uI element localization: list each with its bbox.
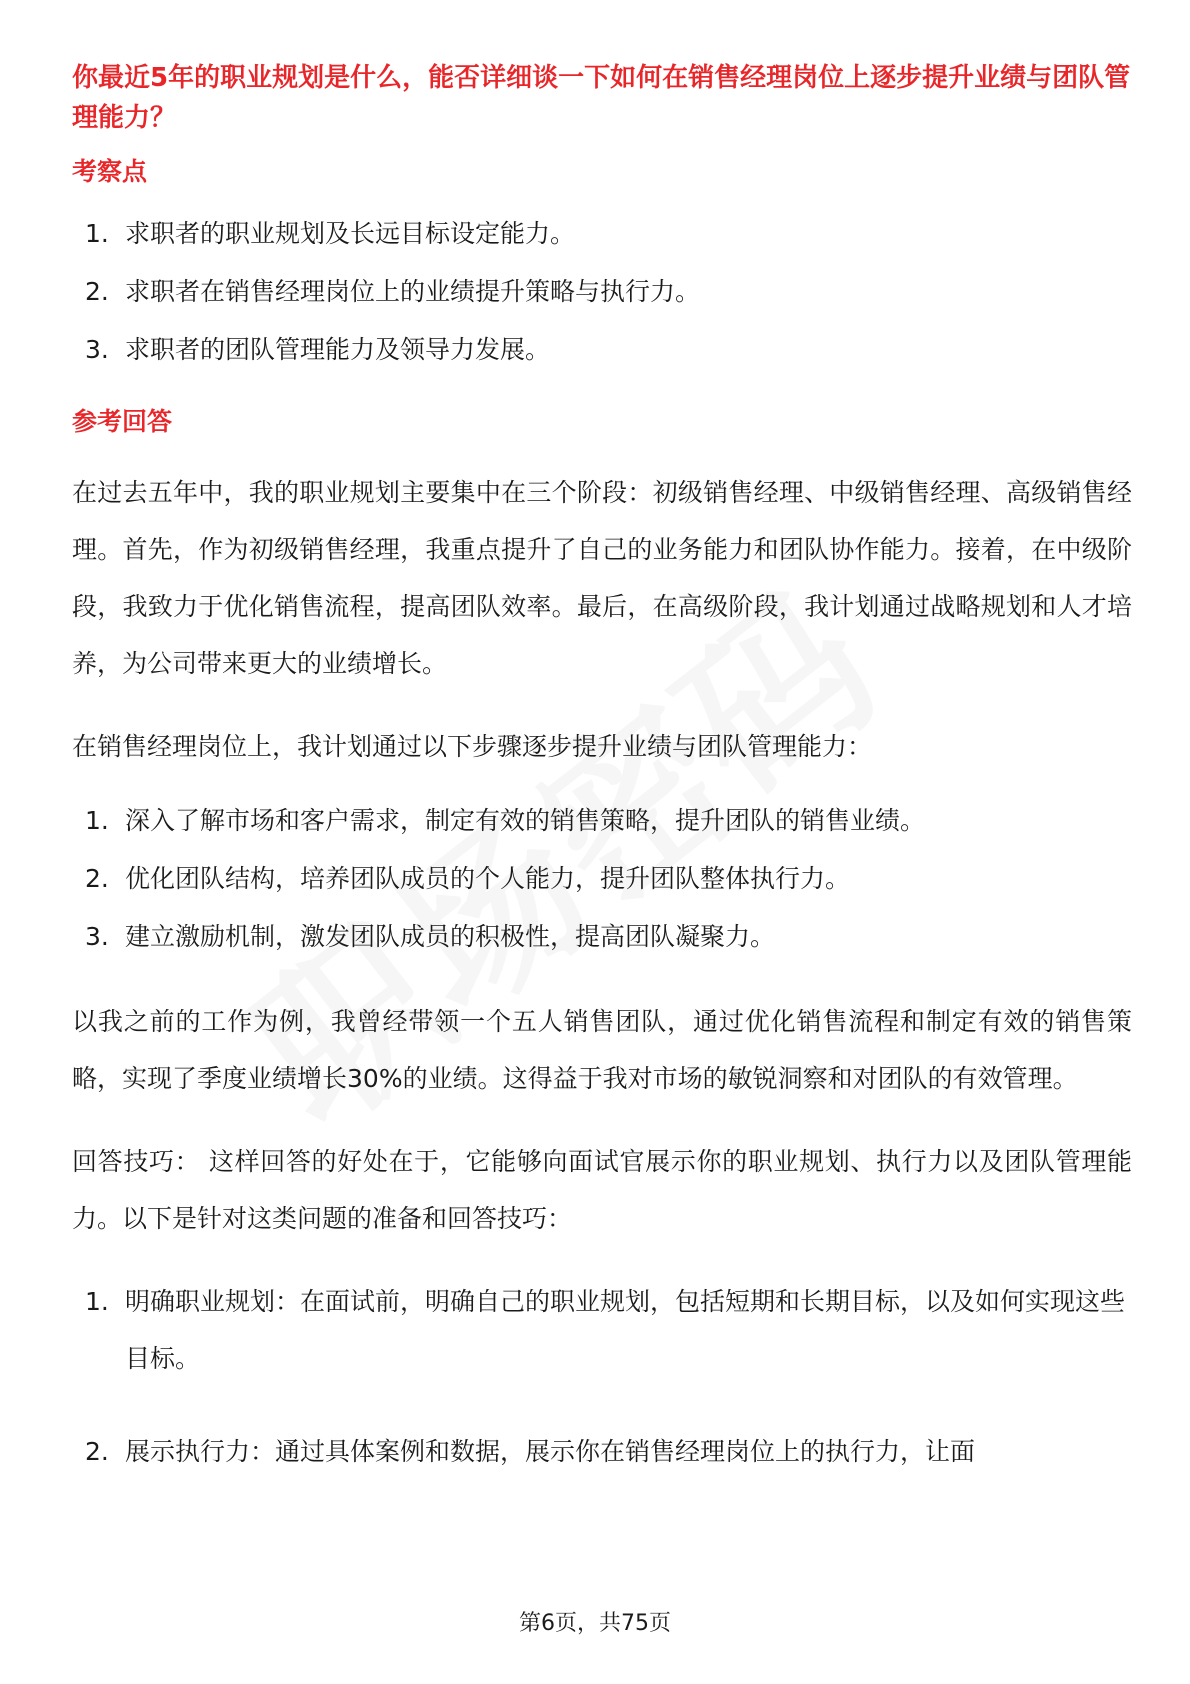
focus-list <box>72 214 1132 370</box>
answer-paragraph-3: 以我之前的工作为例，我曾经带领一个五人销售团队，通过优化销售流程和制定有效的销售策略，实现了季度业绩增长30%的业绩。这得益于我对市场的敏锐洞察和对团队的有效管理。 <box>72 1007 1132 1093</box>
page-footer: 第6页，共75页 <box>519 1611 671 1636</box>
list-item: 3. 建立激励机制，激发团队成员的积极性，提高团队凝聚力。 <box>85 922 776 951</box>
answer-paragraph-1: 在过去五年中，我的职业规划主要集中在三个阶段：初级销售经理、中级销售经理、高级销售经理。首先，作为初级销售经理，我重点提升了自己的业务能力和团队协作能力。接着，在中级阶段，我致力于优化销售流程，提高团队效率。最后，在高级阶段，我计划通过战略规划和人才培养，为公司带来更大的业绩增长。 <box>72 478 1132 678</box>
list-item: 1. 明确职业规划：在面试前，明确自己的职业规划，包括短期和长期目标，以及如何实现这些目标。 <box>85 1287 1126 1373</box>
list-item: 2. 展示执行力：通过具体案例和数据，展示你在销售经理岗位上的执行力，让面 <box>85 1437 976 1466</box>
list-item: 2. 优化团队结构，培养团队成员的个人能力，提升团队整体执行力。 <box>85 864 851 893</box>
tips-paragraph: 回答技巧： 这样回答的好处在于，它能够向面试官展示你的职业规划、执行力以及团队管理能力。以下是针对这类问题的准备和回答技巧： <box>72 1147 1132 1233</box>
list-item: 1. 求职者的职业规划及长远目标设定能力。 <box>85 219 576 248</box>
focus-heading: 考察点 <box>72 157 148 186</box>
document-page <box>72 58 1132 1516</box>
list-item: 2. 求职者在销售经理岗位上的业绩提升策略与执行力。 <box>85 277 701 306</box>
tips-list <box>72 1273 1132 1480</box>
steps-list <box>72 801 1132 957</box>
list-item: 3. 求职者的团队管理能力及领导力发展。 <box>85 335 551 364</box>
answer-heading: 参考回答 <box>72 407 173 436</box>
answer-paragraph-2: 在销售经理岗位上，我计划通过以下步骤逐步提升业绩与团队管理能力： <box>72 732 873 761</box>
list-item: 1. 深入了解市场和客户需求，制定有效的销售策略，提升团队的销售业绩。 <box>85 806 926 835</box>
question-title: 你最近5年的职业规划是什么，能否详细谈一下如何在销售经理岗位上逐步提升业绩与团队管理能力？ <box>72 63 1131 133</box>
